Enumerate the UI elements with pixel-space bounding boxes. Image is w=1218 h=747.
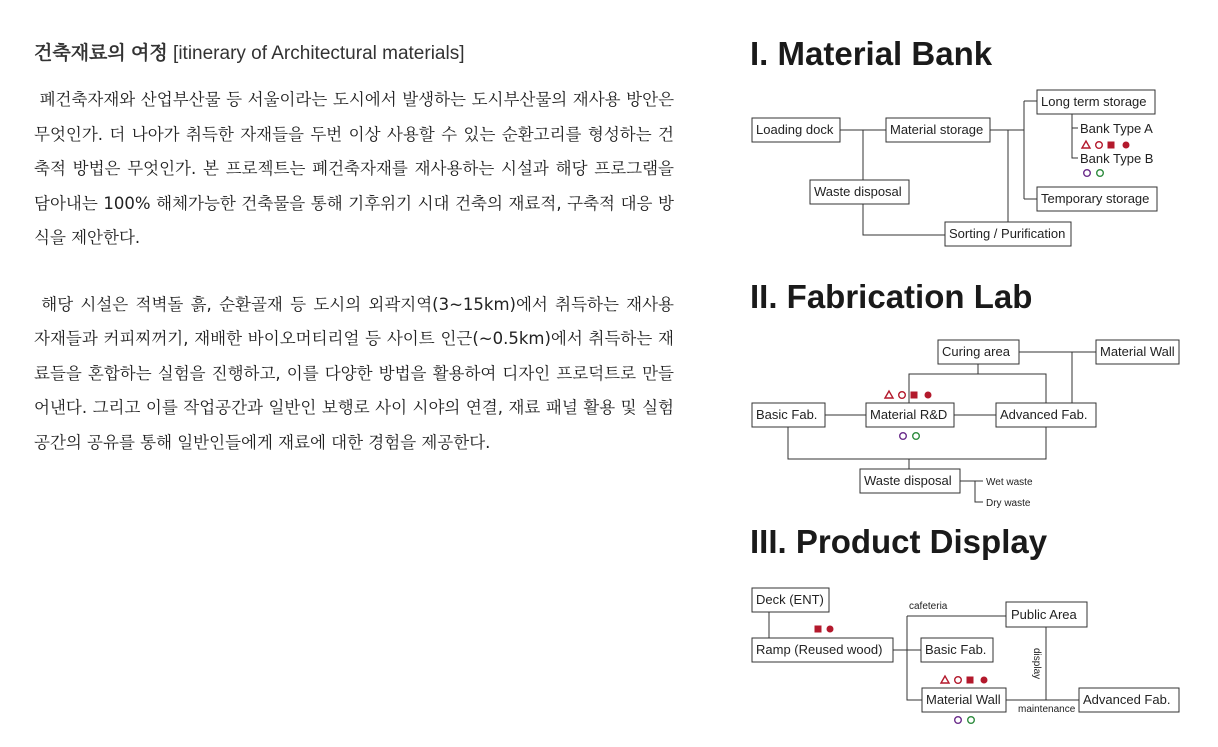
material-wall-box	[1096, 340, 1179, 364]
maintenance-label: maintenance	[1018, 704, 1076, 715]
bank-type-b-label: Bank Type B	[1080, 151, 1154, 166]
material-bank-title: I. Material Bank	[750, 35, 993, 72]
advanced-fab-box	[996, 403, 1096, 427]
temporary-storage-box	[1037, 187, 1157, 211]
loading-dock-box	[752, 118, 840, 142]
green-ring-marker	[913, 433, 920, 440]
svg-text:Sorting / Purification: Sorting / Purification	[949, 226, 1066, 241]
wet-waste-label: Wet waste	[986, 477, 1033, 488]
square-marker	[911, 392, 918, 399]
cafeteria-label: cafeteria	[909, 601, 948, 612]
deck-box	[752, 588, 829, 612]
fab-waste-disposal-box	[860, 469, 960, 493]
svg-text:Temporary storage: Temporary storage	[1041, 191, 1150, 206]
svg-text:Material R&D: Material R&D	[870, 407, 948, 422]
dot-marker	[827, 626, 834, 633]
material-storage-box	[886, 118, 990, 142]
svg-text:Loading dock: Loading dock	[756, 122, 834, 137]
square-marker	[1108, 142, 1115, 149]
svg-text:Material Wall: Material Wall	[926, 692, 1001, 707]
dot-marker	[925, 392, 932, 399]
svg-text:Waste disposal: Waste disposal	[864, 473, 952, 488]
svg-text:Ramp (Reused wood): Ramp (Reused wood)	[756, 642, 883, 657]
dry-waste-label: Dry waste	[986, 498, 1031, 509]
paragraph-2: 해당 시설은 적벽돌 흙, 순환골재 등 도시의 외곽지역(3~15km)에서 취득하는 재사용 자재들과 커피찌꺼기, 재배한 바이오머티리얼 등 사이트 인근(~0.5km)에서 취득하는 재료들을 혼합하는 실험을 진행하고, 이를 다양한 방법을 활용하여 디자인 프로덕트로 만들어낸다. 그리고 이를 작업공간과 일반인 보행로 사이 시야의 연결, 재료 패널 활용 및 실험 공간의 공유를 통해 일반인들에게 재료에 대한 경험을 제공한다.	[34, 294, 674, 452]
product-display-diagram	[752, 588, 1179, 723]
material-rnd-box	[866, 403, 954, 427]
svg-text:Advanced Fab.: Advanced Fab.	[1000, 407, 1088, 422]
public-area-box	[1006, 602, 1087, 627]
fabrication-lab-title: II. Fabrication Lab	[750, 278, 1033, 315]
svg-text:Public Area: Public Area	[1011, 607, 1077, 622]
material-bank-diagram	[752, 90, 1157, 246]
square-marker	[967, 677, 974, 684]
ring-marker	[955, 677, 962, 684]
product-display-title: III. Product Display	[750, 523, 1048, 560]
ramp-markers	[815, 626, 834, 633]
long-term-storage-box	[1037, 90, 1155, 114]
display-label: display	[1031, 648, 1042, 680]
sorting-purification-box	[945, 222, 1071, 246]
purple-ring-marker	[900, 433, 907, 440]
material-wall-markers-bottom	[955, 717, 975, 724]
bank-b-markers	[1084, 170, 1104, 177]
purple-ring-marker	[955, 717, 962, 724]
rnd-markers-top	[885, 391, 932, 399]
purple-ring-marker	[1084, 170, 1091, 177]
svg-text:Basic Fab.: Basic Fab.	[925, 642, 987, 657]
triangle-marker	[1082, 141, 1090, 148]
svg-text:Waste disposal: Waste disposal	[814, 184, 902, 199]
display-advanced-fab-box	[1079, 688, 1179, 712]
square-marker	[815, 626, 822, 633]
rnd-markers-bottom	[900, 433, 920, 440]
svg-text:Material storage: Material storage	[890, 122, 984, 137]
bank-type-a-label: Bank Type A	[1080, 121, 1153, 136]
ramp-box	[752, 638, 893, 662]
ring-marker	[899, 392, 906, 399]
paragraph-1: 폐건축자재와 산업부산물 등 서울이라는 도시에서 발생하는 도시부산물의 재사용 방안은 무엇인가. 더 나아가 취득한 자재들을 두번 이상 사용할 수 있는 순환고리를 형성하는 건축적 방법은 무엇인가. 본 프로젝트는 폐건축자재를 재사용하는 시설과 해당 프로그램을 담아내는 100% 해체가능한 건축물을 통해 기후위기 시대 건축의 재료적, 구축적 대응 방식을 제안한다.	[34, 90, 675, 247]
material-wall-markers-top	[941, 676, 988, 684]
waste-disposal-box	[810, 180, 909, 204]
heading-korean: 건축재료의 여정	[34, 43, 168, 64]
triangle-marker	[941, 676, 949, 683]
fabrication-lab-diagram	[752, 340, 1179, 509]
dot-marker	[1123, 142, 1130, 149]
heading-english: [itinerary of Architectural materials]	[173, 43, 465, 64]
curing-area-box	[938, 340, 1019, 364]
green-ring-marker	[1097, 170, 1104, 177]
display-basic-fab-box	[921, 638, 993, 662]
ring-marker	[1096, 142, 1103, 149]
svg-text:Curing area: Curing area	[942, 344, 1010, 359]
svg-text:Material Wall: Material Wall	[1100, 344, 1175, 359]
svg-text:Basic Fab.: Basic Fab.	[756, 407, 818, 422]
triangle-marker	[885, 391, 893, 398]
svg-text:Deck (ENT): Deck (ENT)	[756, 592, 824, 607]
basic-fab-box	[752, 403, 825, 427]
bank-a-markers	[1082, 141, 1130, 149]
display-material-wall-box	[922, 688, 1006, 712]
svg-text:Long term storage: Long term storage	[1041, 94, 1147, 109]
dot-marker	[981, 677, 988, 684]
green-ring-marker	[968, 717, 975, 724]
svg-text:Advanced Fab.: Advanced Fab.	[1083, 692, 1171, 707]
